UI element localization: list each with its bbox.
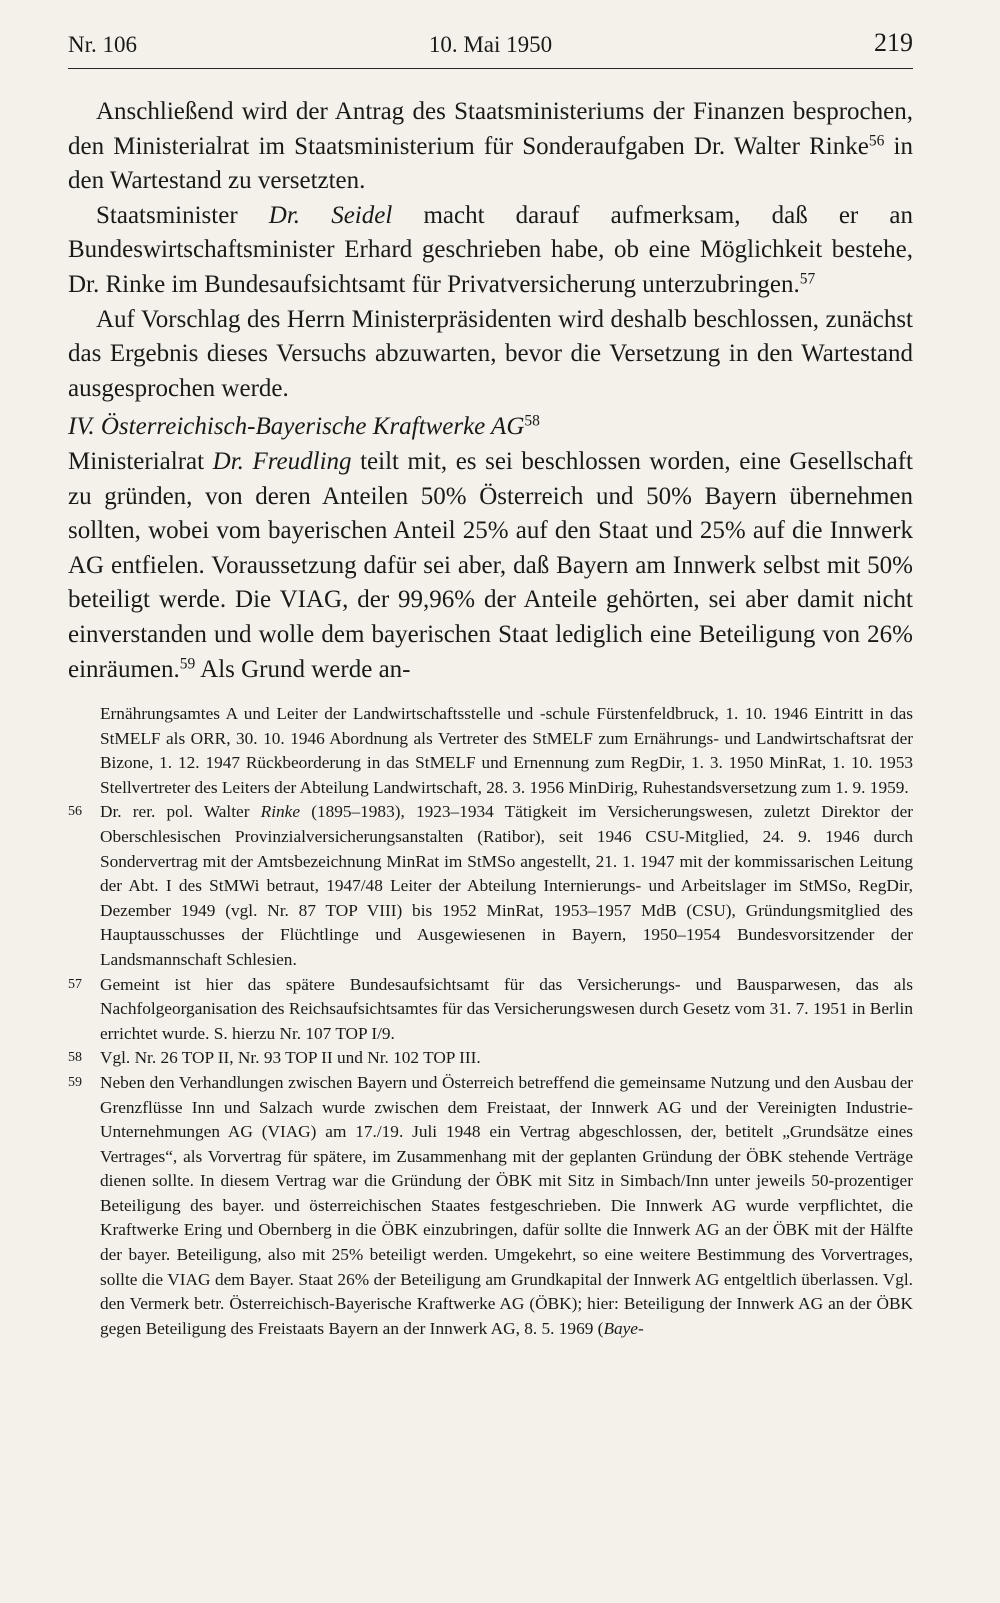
footnote-ref[interactable]: 58: [524, 412, 540, 430]
person-name: Dr. Seidel: [268, 201, 393, 229]
paragraph: Auf Vorschlag des Herrn Ministerpräsidenten wird deshalb beschlossen, zunächst das Ergebnis dieses Versuchs abzuwarten, bevor die Versetzung in den Wartestand ausgesprochen werde.: [68, 305, 913, 402]
footnote-continuation: Ernährungsamtes A und Leiter der Landwirtschaftsstelle und -schule Fürstenfeldbruck, 1. 10. 1946 Eintritt in das StMELF als ORR, 30. 10. 1946 Abordnung als Vertreter des StMELF zum Ernährungs- und Landwirtschaftsrat der Bizone, 1. 12. 1947 Rückbeorderung in das StMELF und Ernennung zum RegDir, 1. 3. 1950 MinRat, 1. 10. 1953 Stellvertreter des Leiters der Abteilung Landwirtschaft, 28. 3. 1956 MinDirig, Ruhestandsversetzung zum 1. 9. 1959.: [100, 704, 913, 797]
footnote-57: 57 Gemeint ist hier das spätere Bundesaufsichtsamt für das Versicherungs- und Bausparwesen, das als Nachfolgeorganisation des Reichsaufsichtsamtes für das Versicherungswesen durch Gesetz vom 31. 7. 1951 in Berlin errichtet wurde. S. hierzu Nr. 107 TOP I/9.: [68, 974, 913, 1043]
issue-number: Nr. 106: [68, 32, 137, 57]
main-text: [68, 95, 913, 687]
footnote-ref[interactable]: 59: [179, 654, 196, 672]
footnotes: [68, 702, 913, 1341]
paragraph: Staatsminister Dr. Seidel macht darauf aufmerksam, daß er an Bundeswirtschaftsminister Erhard geschrieben habe, ob eine Möglichkeit bestehe, Dr. Rinke im Bundesaufsichtsamt für Privatversicherung unterzubringen.$^{57}$: [68, 201, 913, 298]
footnote-number: 57: [68, 976, 82, 992]
footnote-ref[interactable]: 57: [799, 270, 816, 288]
footnote-number: 58: [68, 1050, 82, 1066]
footnote-59: 59 Neben den Verhandlungen zwischen Bayern und Österreich betreffend die gemeinsame Nutzung und den Ausbau der Grenzflüsse Inn und Salzach wurde zwischen dem Freistaat, der Innwerk AG und der Vereinigten Industrie-Unternehmungen AG (VIAG) am 17./19. Juli 1948 ein Vertrag abgeschlossen, der, betitelt „Grundsätze eines Vertrages“, als Vorvertrag für spätere, im Zusammenhang mit der geplanten Gründung der ÖBK stehende Verträge dienen sollte. In diesem Vertrag war die Gründung der ÖBK mit Sitz in Simbach/Inn unter jeweils 50-prozentiger Beteiligung des bayer. und österreichischen Staates festgeschrieben. Die Innwerk AG wurde verpflichtet, die Kraftwerke Ering und Obernberg in die ÖBK einzubringen, dafür sollte die Innwerk AG an der ÖBK mit der Hälfte der bayer. Beteiligung, also mit 25% beteiligt werden. Umgekehrt, so eine weitere Bestimmung des Vorvertrages, sollte die VIAG dem Bayer. Staat 26% der Beteiligung am Grundkapital der Innwerk AG entgeltlich überlassen. Vgl. den Vermerk betr. Österreichisch-Bayerische Kraftwerke AG (ÖBK); hier: Beteiligung der Innwerk AG an der ÖBK gegen Beteiligung des Freistaats Bayern an der Innwerk AG, 8. 5. 1969 (Baye-: [68, 1072, 913, 1338]
footnote-number: 56: [68, 804, 82, 820]
footnote-56: 56 Dr. rer. pol. Walter Rinke (1895–1983), 1923–1934 Tätigkeit im Versicherungswesen, zuletzt Direktor der Oberschlesischen Provinzialversicherungsanstalten (Ratibor), seit 1946 CSU-Mitglied, 24. 9. 1946 durch Sondervertrag mit der Amtsbezeichnung MinRat im StMSo angestellt, 21. 1. 1947 mit der kommissarischen Leitung der Abt. I des StMWi betraut, 1947/48 Leiter der Abteilung Internierungs- und Arbeitslager im StMSo, RegDir, Dezember 1949 (vgl. Nr. 87 TOP VIII) bis 1952 MinRat, 1953–1957 MdB (CSU), Gründungsmitglied des Hauptausschusses der Flüchtlinge und Ausgewiesenen in Bayern, 1950–1954 Bundesvorsitzender der Landsmannschaft Schlesien.: [68, 802, 913, 969]
header-date: 10. Mai 1950: [428, 32, 553, 57]
page-number: 219: [874, 28, 913, 57]
footnote-number: 59: [68, 1074, 82, 1090]
footnote-58: 58 Vgl. Nr. 26 TOP II, Nr. 93 TOP II und Nr. 102 TOP III.: [68, 1046, 913, 1071]
person-name: Dr. Freudling: [212, 447, 352, 475]
section-heading: IV. Österreichisch-Bayerische Kraftwerke AG$^{58}$: [68, 412, 540, 441]
paragraph: Anschließend wird der Antrag des Staatsministeriums der Finanzen besprochen, den Ministerialrat im Staatsministerium für Sonderaufgaben Dr. Walter Rinke$^{56}$ in den Wartestand zu versetzten.: [68, 98, 913, 195]
paragraph: Ministerialrat Dr. Freudling teilt mit, es sei beschlossen worden, eine Gesellschaft zu gründen, von deren Anteilen 50% Österreich und 50% Bayern übernehmen sollten, wobei vom bayerischen Anteil 25% auf den Staat und 25% auf die Innwerk AG entfielen. Voraussetzung dafür sei aber, daß Bayern am Innwerk selbst mit 50% beteiligt werde. Die VIAG, der 99,96% der Anteile gehörten, sei aber damit nicht einverstanden und wolle dem bayerischen Staat lediglich eine Beteiligung von 26% einräumen.$^{59}$ Als Grund werde an-: [68, 447, 913, 683]
page-header: [68, 28, 913, 69]
footnote-ref[interactable]: 56: [868, 132, 885, 150]
